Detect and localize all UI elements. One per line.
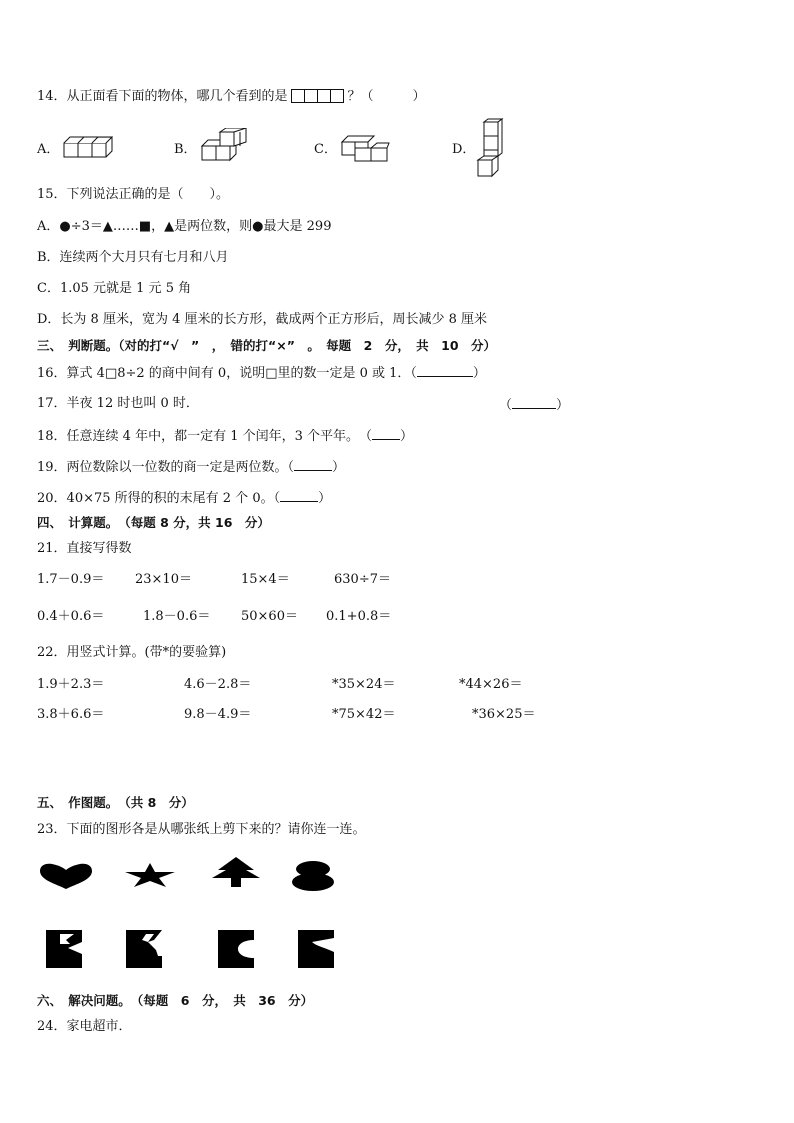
q22-item: 1.9＋2.3＝ — [37, 677, 105, 692]
q17-answer-area — [499, 395, 569, 415]
q15-option-a: A．●÷3＝▲……■，▲是两位数，则●最大是 299 — [37, 219, 332, 234]
section-6-title: 六、 解决问题。 （每题 6 分， 共 36 分） — [37, 993, 314, 1008]
q14-tail: ？（ ） — [347, 89, 426, 104]
q15-option-c: C．1.05 元就是 1 元 5 角 — [37, 281, 192, 296]
q19-answer-blank[interactable] — [294, 457, 332, 471]
heart-shape — [38, 862, 94, 890]
section-3-title: 三、 判断题。（对的打“√ ” ， 错的打“×” 。 每题 2 分， 共 10 分） — [37, 338, 497, 353]
q14-line — [37, 88, 426, 109]
q14-front-view-figure — [292, 89, 344, 109]
q17-open: （ — [499, 398, 513, 413]
q14-option-b-figure — [200, 128, 250, 164]
q21-item: 1.8－0.6＝ — [143, 609, 211, 624]
q22-item: *36×25＝ — [472, 707, 536, 722]
q18-answer-blank[interactable] — [372, 426, 400, 440]
q19-end: ） — [332, 460, 346, 475]
q22-item: *44×26＝ — [459, 677, 523, 692]
paper-shape-4 — [298, 930, 336, 968]
q21-item: 50×60＝ — [241, 609, 298, 624]
q21-item: 630÷7＝ — [334, 572, 391, 587]
q14-option-d-label: D． — [452, 142, 476, 157]
q15-option-d: D．长为 8 厘米，宽为 4 厘米的长方形，截成两个正方形后，周长减少 8 厘米 — [37, 312, 488, 327]
q14-option-a-figure — [62, 133, 118, 163]
star-shape — [124, 862, 176, 888]
q22-item: 3.8＋6.6＝ — [37, 707, 105, 722]
q19-line — [37, 457, 345, 477]
q24-stem: 24．家电超市． — [37, 1019, 132, 1034]
q14-option-c-label: C． — [314, 142, 337, 157]
q18-line — [37, 426, 413, 446]
q21-item: 23×10＝ — [135, 572, 192, 587]
q18-end: ） — [400, 429, 414, 444]
q19-text: 19．两位数除以一位数的商一定是两位数。（ — [37, 460, 295, 475]
q17-end: ） — [556, 398, 570, 413]
q14-option-d-figure — [476, 118, 506, 180]
q22-item: *35×24＝ — [332, 677, 396, 692]
q23-stem: 23．下面的图形各是从哪张纸上剪下来的？请你连一连。 — [37, 822, 366, 837]
paper-shape-2 — [126, 930, 164, 968]
q18-text: 18．任意连续 4 年中，都一定有 1 个闰年，3 个平年。 （ — [37, 429, 373, 444]
q14-option-c-figure — [340, 134, 392, 164]
section-5-title: 五、 作图题。 （共 8 分） — [37, 795, 194, 810]
q14-option-b-label: B． — [174, 142, 197, 157]
q22-item: *75×42＝ — [332, 707, 396, 722]
q16-end: ） — [472, 366, 486, 381]
section-4-title: 四、 计算题。 （每题 8 分，共 16 分） — [37, 515, 270, 530]
q16-answer-blank[interactable] — [417, 363, 473, 377]
q17-answer-blank[interactable] — [512, 395, 556, 409]
q20-text: 20．40×75 所得的积的末尾有 2 个 0。（ — [37, 491, 281, 506]
q22-item: 4.6－2.8＝ — [184, 677, 252, 692]
q16-line — [37, 363, 486, 383]
q21-item: 1.7－0.9＝ — [37, 572, 105, 587]
paper-shape-1 — [46, 930, 84, 968]
q16-text: 16．算式 4□8÷2 的商中间有 0，说明□里的数一定是 0 或 1．（ — [37, 366, 417, 381]
q22-stem: 22．用竖式计算。(带*的要验算) — [37, 645, 227, 660]
q21-stem: 21．直接写得数 — [37, 541, 132, 556]
q17-text: 17．半夜 12 时也叫 0 时． — [37, 396, 199, 411]
q14-text: 14．从正面看下面的物体，哪几个看到的是 — [37, 89, 288, 104]
q15-stem: 15．下列说法正确的是（ ）。 — [37, 187, 230, 202]
q21-item: 0.1+0.8＝ — [326, 609, 392, 624]
q21-item: 0.4＋0.6＝ — [37, 609, 105, 624]
q15-option-b: B．连续两个大月只有七月和八月 — [37, 250, 229, 265]
arrow-tree-shape — [208, 856, 264, 888]
q20-line — [37, 488, 331, 508]
q14-option-a-label: A． — [37, 142, 60, 157]
q20-answer-blank[interactable] — [280, 488, 318, 502]
q20-end: ） — [318, 491, 332, 506]
q21-item: 15×4＝ — [241, 572, 290, 587]
paper-shape-3 — [218, 930, 256, 968]
q22-item: 9.8－4.9＝ — [184, 707, 252, 722]
snowman-shape — [290, 860, 336, 892]
